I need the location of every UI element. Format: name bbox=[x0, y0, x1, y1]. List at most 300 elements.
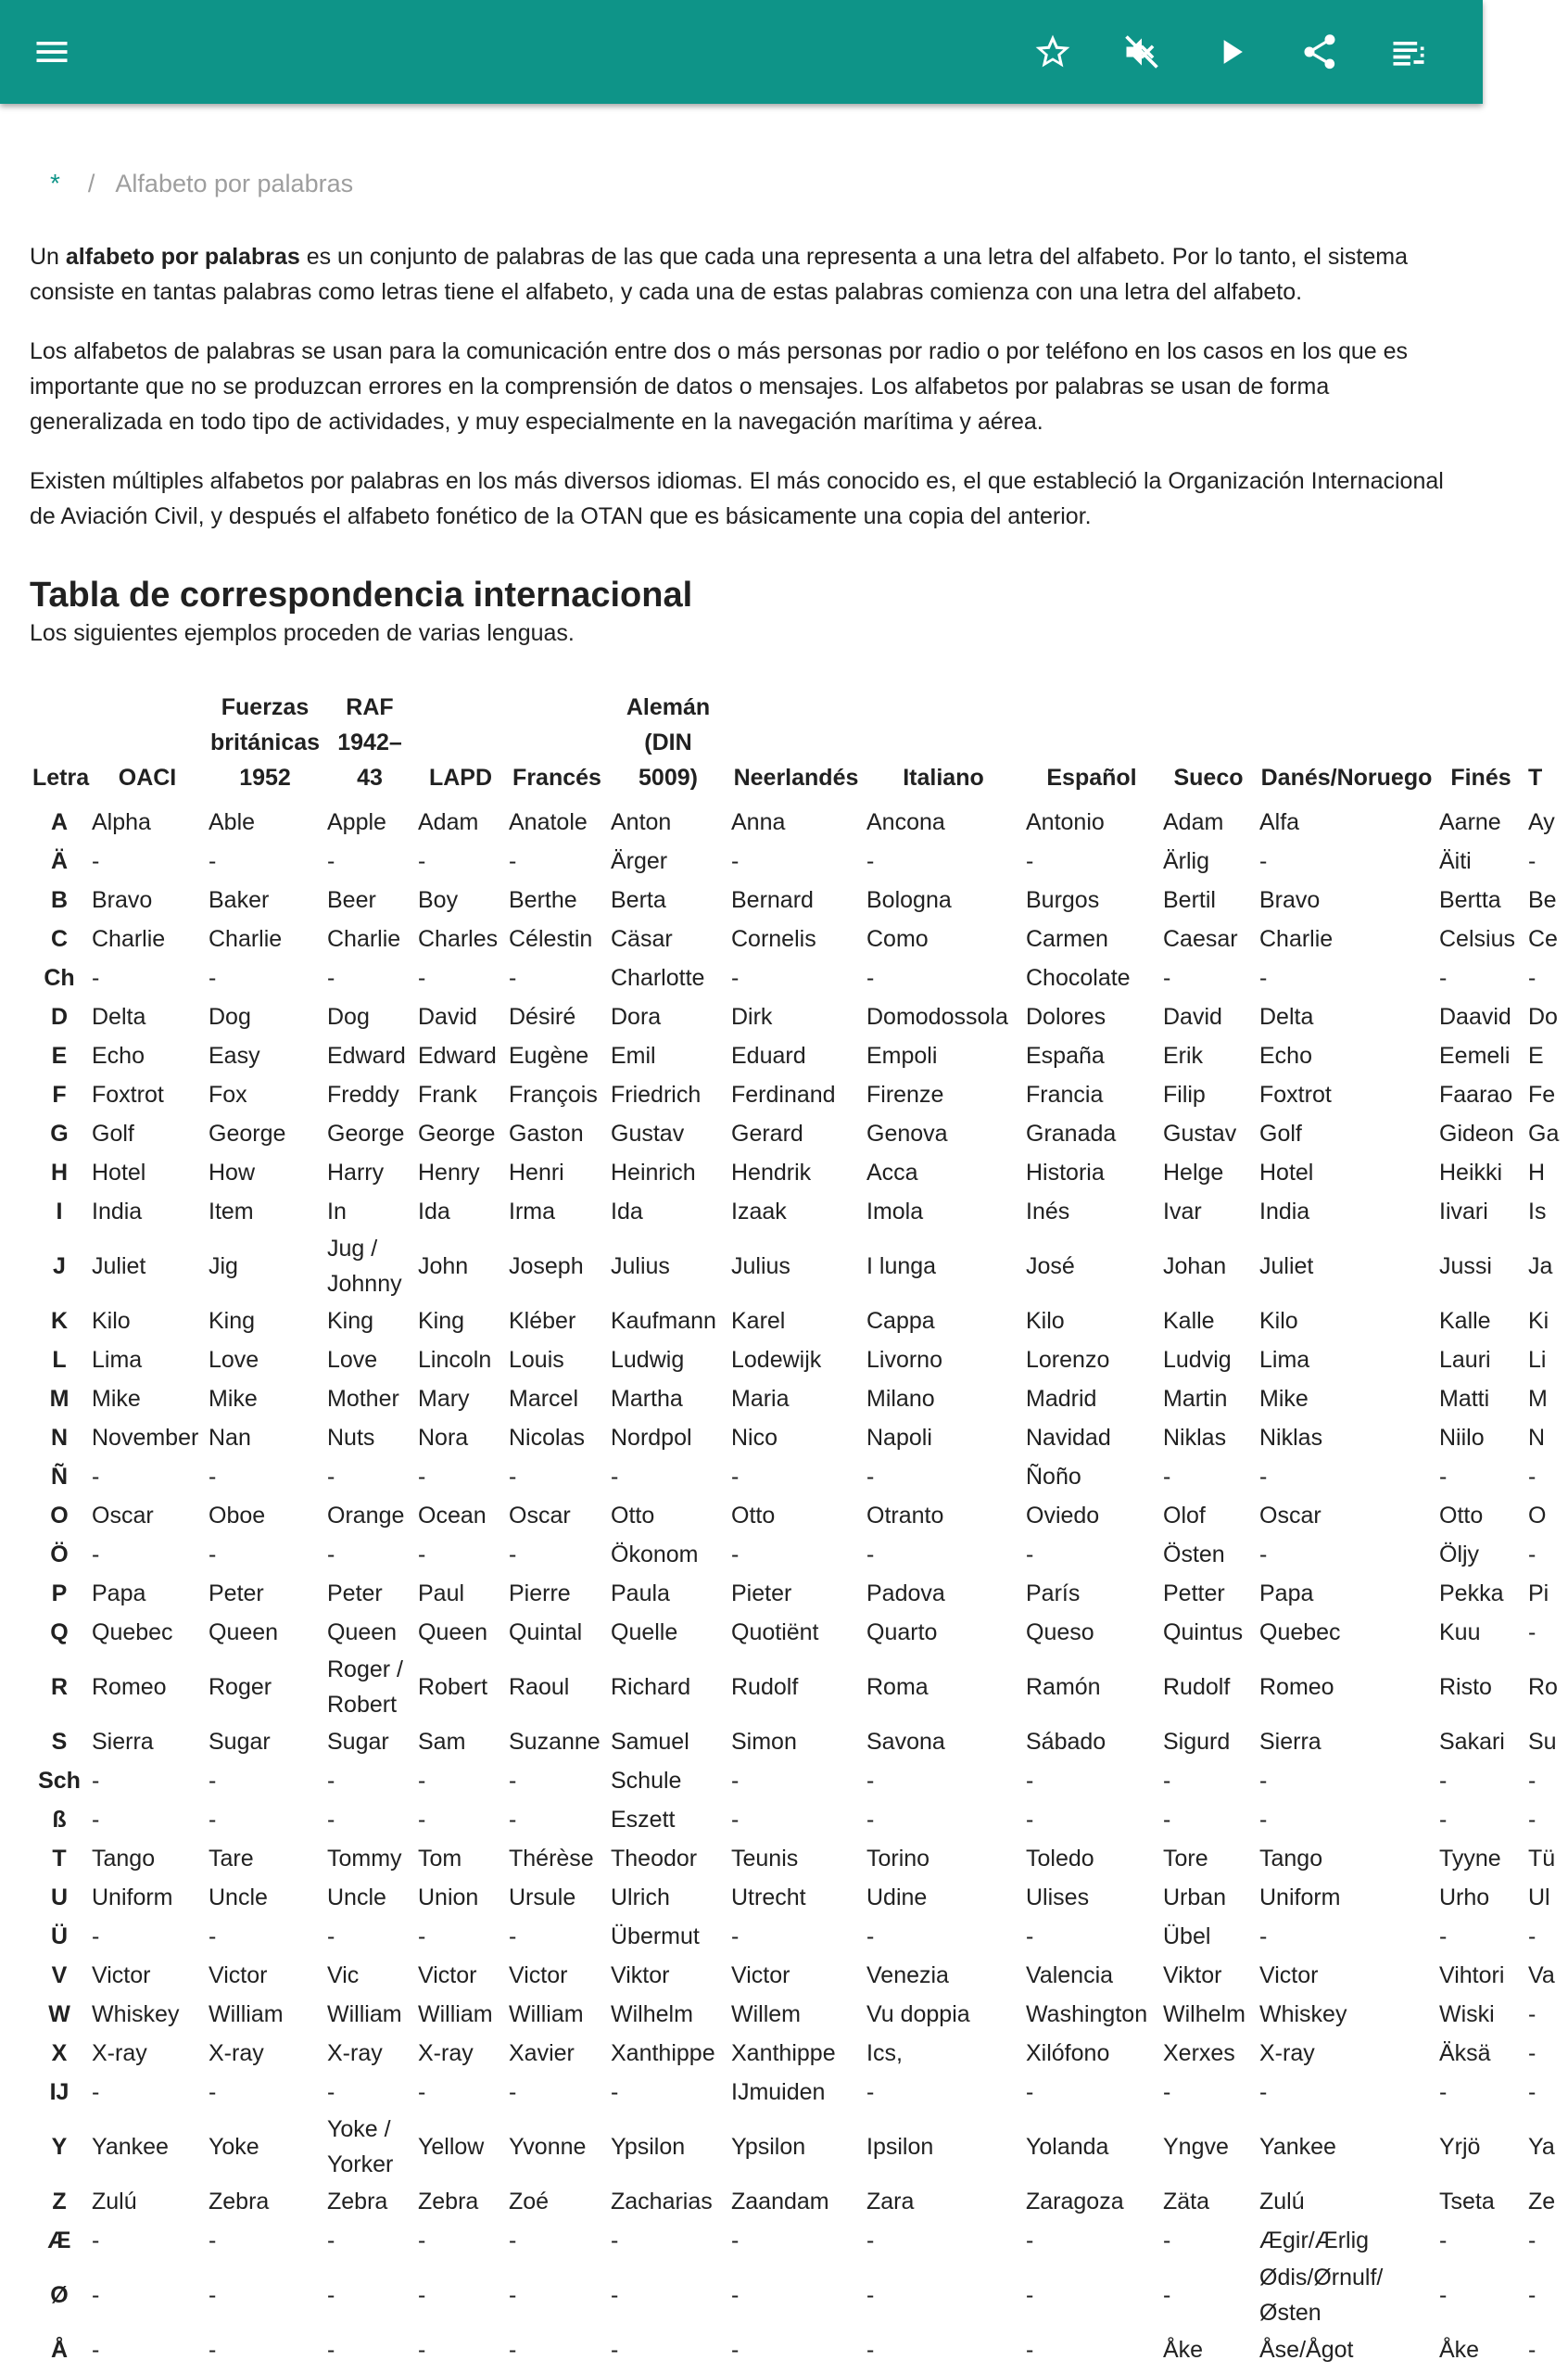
table-cell: Lauri bbox=[1439, 1347, 1491, 1373]
table-cell-letter: A bbox=[50, 809, 69, 835]
table-row bbox=[30, 958, 1568, 997]
table-cell: - bbox=[418, 965, 426, 991]
table-cell: - bbox=[92, 1768, 100, 1794]
table-cell: - bbox=[327, 2282, 335, 2308]
table-row bbox=[30, 1839, 1568, 1878]
table-cell: Ulises bbox=[1026, 1884, 1090, 1910]
table-cell: Zacharias bbox=[611, 2189, 713, 2214]
table-cell: - bbox=[866, 1807, 875, 1833]
table-cell: Quebec bbox=[1259, 1619, 1341, 1645]
table-cell: Alfa bbox=[1259, 809, 1300, 835]
table-cell: Victor bbox=[209, 1962, 268, 1988]
table-cell: - bbox=[418, 2227, 426, 2253]
table-cell: Charlie bbox=[209, 926, 283, 952]
table-cell: - bbox=[92, 2227, 100, 2253]
table-cell: - bbox=[866, 2227, 875, 2253]
table-cell: - bbox=[1259, 2079, 1268, 2105]
table-cell: Fe bbox=[1528, 1082, 1556, 1108]
table-cell-letter: B bbox=[50, 887, 69, 913]
table-cell-letter: E bbox=[51, 1043, 68, 1069]
table-cell: - bbox=[209, 1768, 217, 1794]
table-cell: - bbox=[1528, 2001, 1536, 2027]
table-row bbox=[30, 1878, 1568, 1917]
table-cell: Charlie bbox=[327, 926, 401, 952]
table-cell: Zoé bbox=[509, 2189, 550, 2214]
table-cell: Quebec bbox=[92, 1619, 173, 1645]
table-cell: Faarao bbox=[1439, 1082, 1513, 1108]
column-header bbox=[89, 690, 206, 803]
table-cell: Quintal bbox=[509, 1619, 583, 1645]
table-cell: Rudolf bbox=[731, 1674, 799, 1700]
table-row bbox=[30, 1535, 1568, 1574]
table-row bbox=[30, 1036, 1568, 1075]
table-cell-letter: Ø bbox=[50, 2282, 69, 2308]
table-cell: Julius bbox=[611, 1253, 670, 1279]
table-cell: - bbox=[731, 2337, 740, 2363]
table-cell: Oscar bbox=[92, 1503, 154, 1529]
table-cell: Yellow bbox=[418, 2134, 485, 2160]
table-cell: Ferdinand bbox=[731, 1082, 836, 1108]
table-cell: India bbox=[92, 1199, 143, 1225]
column-header-line: OACI bbox=[118, 765, 177, 791]
table-cell: - bbox=[327, 965, 335, 991]
table-cell: Caesar bbox=[1163, 926, 1238, 952]
table-cell: - bbox=[731, 2227, 740, 2253]
table-cell: Milano bbox=[866, 1386, 935, 1412]
table-cell: Yolanda bbox=[1026, 2134, 1109, 2160]
table-cell: Ramón bbox=[1026, 1674, 1101, 1700]
table-cell: Aarne bbox=[1439, 809, 1501, 835]
table-cell: I lunga bbox=[866, 1253, 937, 1279]
table-cell: Granada bbox=[1026, 1121, 1117, 1147]
table-cell: Ay bbox=[1528, 809, 1555, 835]
table-row bbox=[30, 2112, 1568, 2182]
table-cell: - bbox=[1163, 965, 1171, 991]
table-cell: Joseph bbox=[509, 1253, 584, 1279]
table-cell: Zebra bbox=[209, 2189, 270, 2214]
table-cell: - bbox=[509, 1923, 517, 1949]
table-cell: Echo bbox=[92, 1043, 145, 1069]
table-cell: Paul bbox=[418, 1580, 465, 1606]
table-row bbox=[30, 1917, 1568, 1956]
star-outline-icon[interactable] bbox=[1025, 24, 1081, 80]
table-cell: Quarto bbox=[866, 1619, 938, 1645]
table-cell: - bbox=[418, 1923, 426, 1949]
column-header-line: (DIN bbox=[644, 730, 692, 755]
table-cell: Fox bbox=[209, 1082, 247, 1108]
table-cell: - bbox=[1259, 1923, 1268, 1949]
table-row bbox=[30, 803, 1568, 842]
table-cell: - bbox=[1528, 1464, 1536, 1490]
table-cell: Dog bbox=[327, 1004, 370, 1030]
table-cell: Victor bbox=[1259, 1962, 1319, 1988]
table-cell: Ypsilon bbox=[611, 2134, 686, 2160]
table-cell: - bbox=[1528, 848, 1536, 874]
table-cell: Ökonom bbox=[611, 1542, 699, 1567]
table-cell: Dora bbox=[611, 1004, 662, 1030]
table-cell: - bbox=[509, 2282, 517, 2308]
table-cell: Samuel bbox=[611, 1729, 689, 1755]
volume-off-icon[interactable] bbox=[1114, 24, 1170, 80]
table-cell: - bbox=[209, 2227, 217, 2253]
table-cell: - bbox=[418, 2079, 426, 2105]
table-cell: Zara bbox=[866, 2189, 915, 2214]
table-cell: Oscar bbox=[1259, 1503, 1321, 1529]
table-row bbox=[30, 1192, 1568, 1231]
table-cell: - bbox=[92, 1807, 100, 1833]
table-cell: - bbox=[731, 965, 740, 991]
table-cell: Zaandam bbox=[731, 2189, 829, 2214]
playlist-icon[interactable] bbox=[1381, 24, 1436, 80]
table-cell: - bbox=[1439, 2227, 1448, 2253]
table-cell: - bbox=[209, 1807, 217, 1833]
table-cell: Oboe bbox=[209, 1503, 266, 1529]
table-cell: Sakari bbox=[1439, 1729, 1505, 1755]
table-cell-letter: ß bbox=[52, 1807, 67, 1833]
table-cell: Vihtori bbox=[1439, 1962, 1505, 1988]
table-cell: España bbox=[1026, 1043, 1105, 1069]
table-cell: - bbox=[866, 2282, 875, 2308]
table-row bbox=[30, 1956, 1568, 1995]
table-cell-letter: IJ bbox=[49, 2079, 70, 2105]
column-header-line: LAPD bbox=[428, 765, 493, 791]
table-cell: Petter bbox=[1163, 1580, 1225, 1606]
table-cell: Firenze bbox=[866, 1082, 944, 1108]
table-cell: - bbox=[209, 848, 217, 874]
table-cell: Cappa bbox=[866, 1308, 935, 1334]
table-cell: - bbox=[1528, 2079, 1536, 2105]
table-cell: Tü bbox=[1528, 1846, 1556, 1872]
table-cell: Domodossola bbox=[866, 1004, 1008, 1030]
table-row bbox=[30, 920, 1568, 958]
table-cell: Freddy bbox=[327, 1082, 399, 1108]
table-cell: Ja bbox=[1528, 1253, 1553, 1279]
table-cell: Nora bbox=[418, 1425, 469, 1451]
table-cell: Torino bbox=[866, 1846, 930, 1872]
table-cell: Eduard bbox=[731, 1043, 806, 1069]
table-cell: - bbox=[327, 1923, 335, 1949]
table-cell: - bbox=[509, 1542, 517, 1567]
table-cell: Kuu bbox=[1439, 1619, 1481, 1645]
table-cell: Padova bbox=[866, 1580, 945, 1606]
table-cell: Yngve bbox=[1163, 2134, 1229, 2160]
table-cell: David bbox=[1163, 1004, 1222, 1030]
table-cell-letter: Q bbox=[50, 1619, 69, 1645]
table-cell: Washington bbox=[1026, 2001, 1148, 2027]
table-cell: Olof bbox=[1163, 1503, 1206, 1529]
table-cell: - bbox=[866, 1464, 875, 1490]
table-cell: Berta bbox=[611, 887, 666, 913]
breadcrumb-home-link[interactable]: * bbox=[50, 169, 60, 197]
table-cell: Quintus bbox=[1163, 1619, 1244, 1645]
table-cell: Maria bbox=[731, 1386, 790, 1412]
table-cell: - bbox=[1259, 848, 1268, 874]
table-cell: Åse/Ågot bbox=[1259, 2337, 1354, 2363]
table-cell: Schule bbox=[611, 1768, 682, 1794]
menu-icon[interactable] bbox=[24, 24, 80, 80]
table-cell: - bbox=[1528, 965, 1536, 991]
intro-text: Un bbox=[30, 244, 66, 270]
table-cell: Beer bbox=[327, 887, 376, 913]
table-cell: Quotiënt bbox=[731, 1619, 819, 1645]
table-cell: - bbox=[1163, 1768, 1171, 1794]
table-cell: Yankee bbox=[92, 2134, 169, 2160]
table-cell: Dolores bbox=[1026, 1004, 1106, 1030]
table-cell: Boy bbox=[418, 887, 459, 913]
table-cell: Peter bbox=[209, 1580, 264, 1606]
table-cell: Julius bbox=[731, 1253, 790, 1279]
table-cell: - bbox=[509, 1464, 517, 1490]
table-row bbox=[30, 1652, 1568, 1722]
table-cell: - bbox=[1528, 2227, 1536, 2253]
table-cell: Queso bbox=[1026, 1619, 1094, 1645]
table-cell: Ul bbox=[1528, 1884, 1550, 1910]
table-cell-letter: M bbox=[49, 1386, 70, 1412]
table-cell: M bbox=[1528, 1386, 1548, 1412]
table-cell: - bbox=[327, 1768, 335, 1794]
table-cell: Ce bbox=[1528, 926, 1558, 952]
table-cell: Öljy bbox=[1439, 1542, 1480, 1567]
table-cell: Tango bbox=[1259, 1846, 1323, 1872]
table-cell: Delta bbox=[92, 1004, 146, 1030]
table-cell: - bbox=[1528, 2282, 1536, 2308]
table-cell: Theodor bbox=[611, 1846, 698, 1872]
table-cell: N bbox=[1528, 1425, 1546, 1451]
table-row bbox=[30, 1231, 1568, 1301]
table-cell: - bbox=[611, 2227, 619, 2253]
table-cell-letter: Y bbox=[51, 2134, 68, 2160]
table-cell: - bbox=[92, 2282, 100, 2308]
table-cell: Xavier bbox=[509, 2040, 575, 2066]
table-cell-letter: O bbox=[50, 1503, 69, 1529]
table-cell: - bbox=[327, 2079, 335, 2105]
table-cell: India bbox=[1259, 1199, 1310, 1225]
table-cell: Edward bbox=[418, 1043, 497, 1069]
table-cell: - bbox=[1259, 1807, 1268, 1833]
table-cell: Union bbox=[418, 1884, 479, 1910]
table-row bbox=[30, 1613, 1568, 1652]
table-cell: Juliet bbox=[1259, 1253, 1314, 1279]
table-cell: Ludvig bbox=[1163, 1347, 1232, 1373]
table-cell: Rudolf bbox=[1163, 1674, 1231, 1700]
table-cell-letter: Å bbox=[50, 2337, 69, 2363]
table-cell: Papa bbox=[92, 1580, 146, 1606]
table-cell: Wilhelm bbox=[1163, 2001, 1246, 2027]
table-cell: Otto bbox=[1439, 1503, 1484, 1529]
column-header-line: Italiano bbox=[903, 765, 984, 791]
table-cell: Thérèse bbox=[509, 1846, 594, 1872]
column-header bbox=[206, 690, 324, 803]
table-cell: Baker bbox=[209, 887, 270, 913]
table-cell: Ludwig bbox=[611, 1347, 685, 1373]
table-cell: Juliet bbox=[92, 1253, 146, 1279]
table-cell: Otranto bbox=[866, 1503, 944, 1529]
table-cell: John bbox=[418, 1253, 469, 1279]
table-cell: - bbox=[509, 2227, 517, 2253]
table-row bbox=[30, 1340, 1568, 1379]
table-cell: Sierra bbox=[1259, 1729, 1321, 1755]
intro-text: es un conjunto de palabras de las que cada una representa a una letra del alfabeto. Por lo tanto, el sistema consiste en tantas palabras como letras tiene el alfabeto, y cada una de estas palabras comienza con una letra del alfabeto. bbox=[30, 244, 1409, 305]
table-cell: Heikki bbox=[1439, 1160, 1503, 1186]
table-cell: Do bbox=[1528, 1004, 1558, 1030]
table-cell: - bbox=[209, 1542, 217, 1567]
table-row bbox=[30, 997, 1568, 1036]
column-header-line: Español bbox=[1046, 765, 1137, 791]
table-cell: Sábado bbox=[1026, 1729, 1106, 1755]
table-cell: Anatole bbox=[509, 809, 588, 835]
table-cell: Ulrich bbox=[611, 1884, 670, 1910]
table-cell: - bbox=[1439, 965, 1448, 991]
table-row bbox=[30, 1301, 1568, 1340]
table-cell-letter: N bbox=[50, 1425, 69, 1451]
table-cell: Nico bbox=[731, 1425, 778, 1451]
table-cell: - bbox=[209, 1464, 217, 1490]
table-cell: Tom bbox=[418, 1846, 462, 1872]
table-cell: Orange bbox=[327, 1503, 405, 1529]
share-icon[interactable] bbox=[1292, 24, 1347, 80]
table-cell: - bbox=[1026, 1768, 1034, 1794]
table-cell: Chocolate bbox=[1026, 965, 1131, 991]
table-cell: Wilhelm bbox=[611, 2001, 693, 2027]
table-cell: - bbox=[1259, 1464, 1268, 1490]
table-cell: - bbox=[1528, 2040, 1536, 2066]
intro-paragraph-2: Los alfabetos de palabras se usan para la comunicación entre dos o más personas por radio o por teléfono en los casos en los que es importante que no se produzcan errores en la comprensión de datos o mensajes. Los alfabetos por palabras se usan de forma generalizada en todo tipo de actividades, y muy especialmente en la navegación marítima y aérea. bbox=[30, 338, 1409, 435]
table-cell: Victor bbox=[92, 1962, 151, 1988]
table-cell: Jug / Johnny bbox=[327, 1236, 402, 1297]
table-cell: - bbox=[418, 1542, 426, 1567]
table-cell: Queen bbox=[327, 1619, 398, 1645]
table-row bbox=[30, 2073, 1568, 2112]
column-header bbox=[30, 690, 89, 803]
table-cell: Henry bbox=[418, 1160, 480, 1186]
table-cell: - bbox=[327, 2227, 335, 2253]
table-cell: Su bbox=[1528, 1729, 1557, 1755]
table-cell: Empoli bbox=[866, 1043, 938, 1069]
table-cell: Ursule bbox=[509, 1884, 576, 1910]
table-cell: Zulú bbox=[92, 2189, 137, 2214]
column-header bbox=[1257, 690, 1436, 803]
table-cell: Charlie bbox=[1259, 926, 1334, 952]
table-cell: Karel bbox=[731, 1308, 786, 1334]
table-cell: - bbox=[418, 1768, 426, 1794]
app-bar bbox=[0, 0, 1483, 104]
table-cell: Papa bbox=[1259, 1580, 1314, 1606]
table-cell-letter: J bbox=[53, 1253, 66, 1279]
table-cell: - bbox=[327, 1807, 335, 1833]
table-cell-letter: H bbox=[50, 1160, 69, 1186]
table-cell: Uniform bbox=[92, 1884, 173, 1910]
table-cell: Celsius bbox=[1439, 926, 1515, 952]
table-cell: - bbox=[731, 1542, 740, 1567]
table-cell: George bbox=[327, 1121, 405, 1147]
table-cell: Kaufmann bbox=[611, 1308, 716, 1334]
column-header-line: T bbox=[1528, 765, 1543, 791]
table-cell: Tseta bbox=[1439, 2189, 1495, 2214]
table-cell: Xanthippe bbox=[611, 2040, 715, 2066]
table-cell: Cäsar bbox=[611, 926, 673, 952]
table-cell: Louis bbox=[509, 1347, 564, 1373]
table-cell: Ægir/Ærlig bbox=[1259, 2227, 1370, 2253]
table-cell: Äksä bbox=[1439, 2040, 1491, 2066]
table-cell: Gaston bbox=[509, 1121, 584, 1147]
table-cell: Historia bbox=[1026, 1160, 1105, 1186]
table-cell: Charlie bbox=[92, 926, 166, 952]
table-cell: - bbox=[92, 965, 100, 991]
table-cell: - bbox=[1026, 1807, 1034, 1833]
table-cell: Ancona bbox=[866, 809, 945, 835]
table-cell: Ida bbox=[611, 1199, 643, 1225]
table-cell-letter: F bbox=[52, 1082, 67, 1108]
table-row bbox=[30, 1153, 1568, 1192]
table-cell: Ocean bbox=[418, 1503, 487, 1529]
column-header bbox=[1160, 690, 1257, 803]
table-cell: Robert bbox=[418, 1674, 488, 1700]
breadcrumb bbox=[30, 169, 1483, 198]
table-cell: Ärlig bbox=[1163, 848, 1210, 874]
table-cell: Niilo bbox=[1439, 1425, 1485, 1451]
table-cell: - bbox=[731, 1768, 740, 1794]
table-cell: Imola bbox=[866, 1199, 924, 1225]
play-icon[interactable] bbox=[1203, 24, 1258, 80]
table-row bbox=[30, 1722, 1568, 1761]
table-cell: Wiski bbox=[1439, 2001, 1495, 2027]
table-cell: Emil bbox=[611, 1043, 656, 1069]
table-cell: Adam bbox=[418, 809, 479, 835]
table-cell: Inés bbox=[1026, 1199, 1070, 1225]
table-cell: Charles bbox=[418, 926, 499, 952]
table-cell: Übel bbox=[1163, 1923, 1211, 1949]
table-cell: Tommy bbox=[327, 1846, 402, 1872]
table-cell: Uncle bbox=[327, 1884, 386, 1910]
table-cell-letter: X bbox=[51, 2040, 68, 2066]
table-cell: - bbox=[866, 1768, 875, 1794]
table-cell: Queen bbox=[209, 1619, 279, 1645]
table-cell: George bbox=[418, 1121, 496, 1147]
table-cell: Ze bbox=[1528, 2189, 1556, 2214]
breadcrumb-current: Alfabeto por palabras bbox=[115, 169, 354, 197]
table-cell: - bbox=[1259, 1542, 1268, 1567]
table-cell: Ics, bbox=[866, 2040, 903, 2066]
table-cell: Yankee bbox=[1259, 2134, 1336, 2160]
table-cell: Mike bbox=[92, 1386, 141, 1412]
table-cell: - bbox=[611, 2282, 619, 2308]
table-cell: Nordpol bbox=[611, 1425, 692, 1451]
table-cell: Is bbox=[1528, 1199, 1547, 1225]
table-cell: Niklas bbox=[1259, 1425, 1323, 1451]
table-cell: Foxtrot bbox=[92, 1082, 164, 1108]
table-cell: Love bbox=[209, 1347, 259, 1373]
table-cell: Golf bbox=[1259, 1121, 1302, 1147]
table-cell: William bbox=[418, 2001, 493, 2027]
table-row bbox=[30, 1114, 1568, 1153]
table-cell: Anton bbox=[611, 809, 672, 835]
table-cell: Xerxes bbox=[1163, 2040, 1235, 2066]
table-cell: - bbox=[92, 2079, 100, 2105]
table-cell: Romeo bbox=[1259, 1674, 1334, 1700]
table-row bbox=[30, 2034, 1568, 2073]
column-header-line: Francés bbox=[512, 765, 601, 791]
table-cell: Item bbox=[209, 1199, 254, 1225]
table-cell: Navidad bbox=[1026, 1425, 1111, 1451]
table-cell-letter: Ñ bbox=[50, 1464, 69, 1490]
table-row bbox=[30, 1457, 1568, 1496]
table-cell: Sam bbox=[418, 1729, 466, 1755]
table-cell: Savona bbox=[866, 1729, 945, 1755]
table-cell: Mike bbox=[1259, 1386, 1309, 1412]
table-cell: Be bbox=[1528, 887, 1557, 913]
table-cell-letter: Ö bbox=[50, 1542, 69, 1567]
table-cell: Bertil bbox=[1163, 887, 1216, 913]
